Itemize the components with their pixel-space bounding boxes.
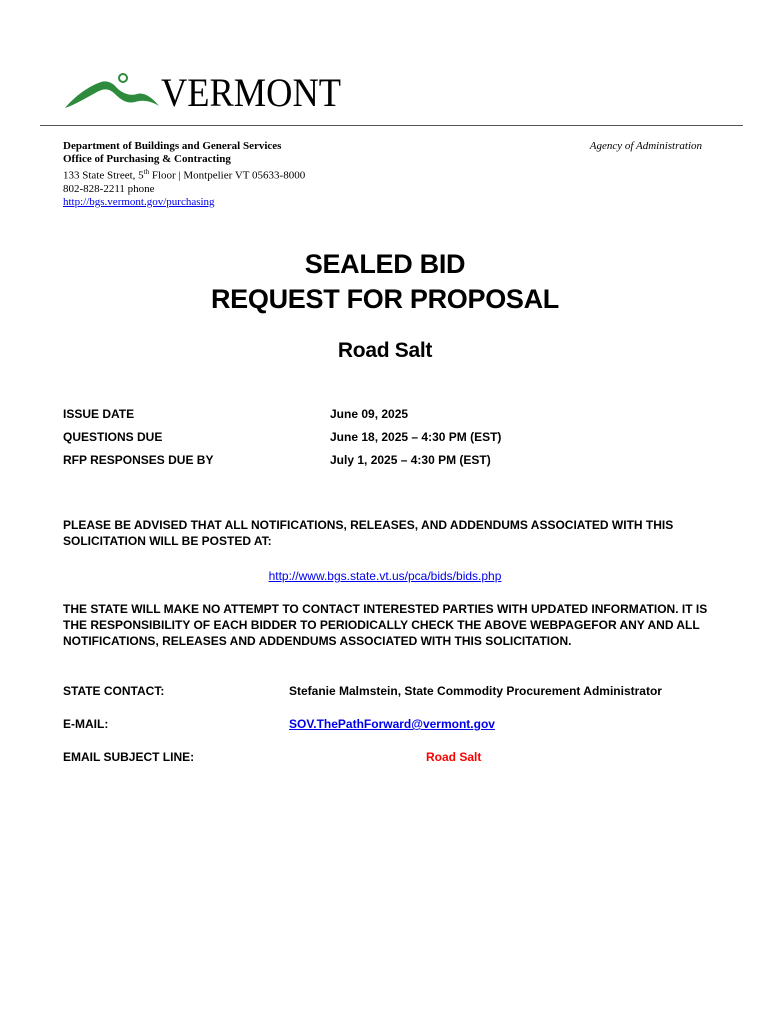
date-row-responses: [63, 452, 713, 475]
date-label: QUESTIONS DUE: [63, 430, 163, 444]
address: 133 State Street, 5th Floor | Montpelier VT 05633-8000: [63, 168, 306, 182]
date-value: June 09, 2025: [330, 407, 409, 421]
date-row-questions: [63, 429, 713, 452]
office-name: Office of Purchasing & Contracting: [63, 153, 231, 165]
department-name: Department of Buildings and General Services: [63, 140, 282, 152]
key-dates-table: [63, 406, 713, 475]
bids-page-link[interactable]: http://www.bgs.state.vt.us/pca/bids/bids.php: [268, 569, 502, 583]
date-label: RFP RESPONSES DUE BY: [63, 453, 214, 467]
header-divider: [40, 125, 743, 126]
contact-email-link[interactable]: SOV.ThePathForward@vermont.gov: [289, 717, 495, 731]
email-subject-label: EMAIL SUBJECT LINE:: [63, 750, 195, 764]
date-row-issue: [63, 406, 713, 429]
state-notice: THE STATE WILL MAKE NO ATTEMPT TO CONTACT INTERESTED PARTIES WITH UPDATED INFORMATION. IT IS THE RESPONSIBILITY OF EACH BIDDER TO PERIODICALLY CHECK THE ABOVE WEBPAGEFOR ANY AND ALL NOTIFICATIONS, RELEASES AND ADDENDUMS ASSOCIATED WITH THIS SOLICITATION.: [63, 602, 708, 648]
date-value: June 18, 2025 – 4:30 PM (EST): [330, 430, 502, 444]
rfp-subject-title: Road Salt: [337, 339, 433, 362]
title-rfp: REQUEST FOR PROPOSAL: [210, 284, 560, 314]
agency-name: Agency of Administration: [589, 140, 702, 152]
email-subject-value: Road Salt: [426, 750, 482, 764]
email-label: E-MAIL:: [63, 717, 109, 731]
vermont-logo: [63, 66, 353, 116]
logo-wordmark: VERMONT: [161, 70, 341, 115]
phone: 802-828-2211 phone: [63, 182, 155, 195]
advised-notice: PLEASE BE ADVISED THAT ALL NOTIFICATIONS, RELEASES, AND ADDENDUMS ASSOCIATED WITH THIS SOLICITATION WILL BE POSTED AT:: [63, 518, 674, 548]
state-contact-label: STATE CONTACT:: [63, 684, 165, 698]
date-label: ISSUE DATE: [63, 407, 135, 421]
state-contact-value: Stefanie Malmstein, State Commodity Procurement Administrator: [289, 684, 662, 698]
title-sealed-bid: SEALED BID: [304, 249, 466, 279]
purchasing-website-link[interactable]: http://bgs.vermont.gov/purchasing: [63, 195, 215, 208]
department-info: [63, 140, 305, 209]
sun-circle-icon: [119, 74, 127, 82]
mountain-swoosh-icon: [65, 81, 159, 108]
date-value: July 1, 2025 – 4:30 PM (EST): [330, 453, 491, 467]
